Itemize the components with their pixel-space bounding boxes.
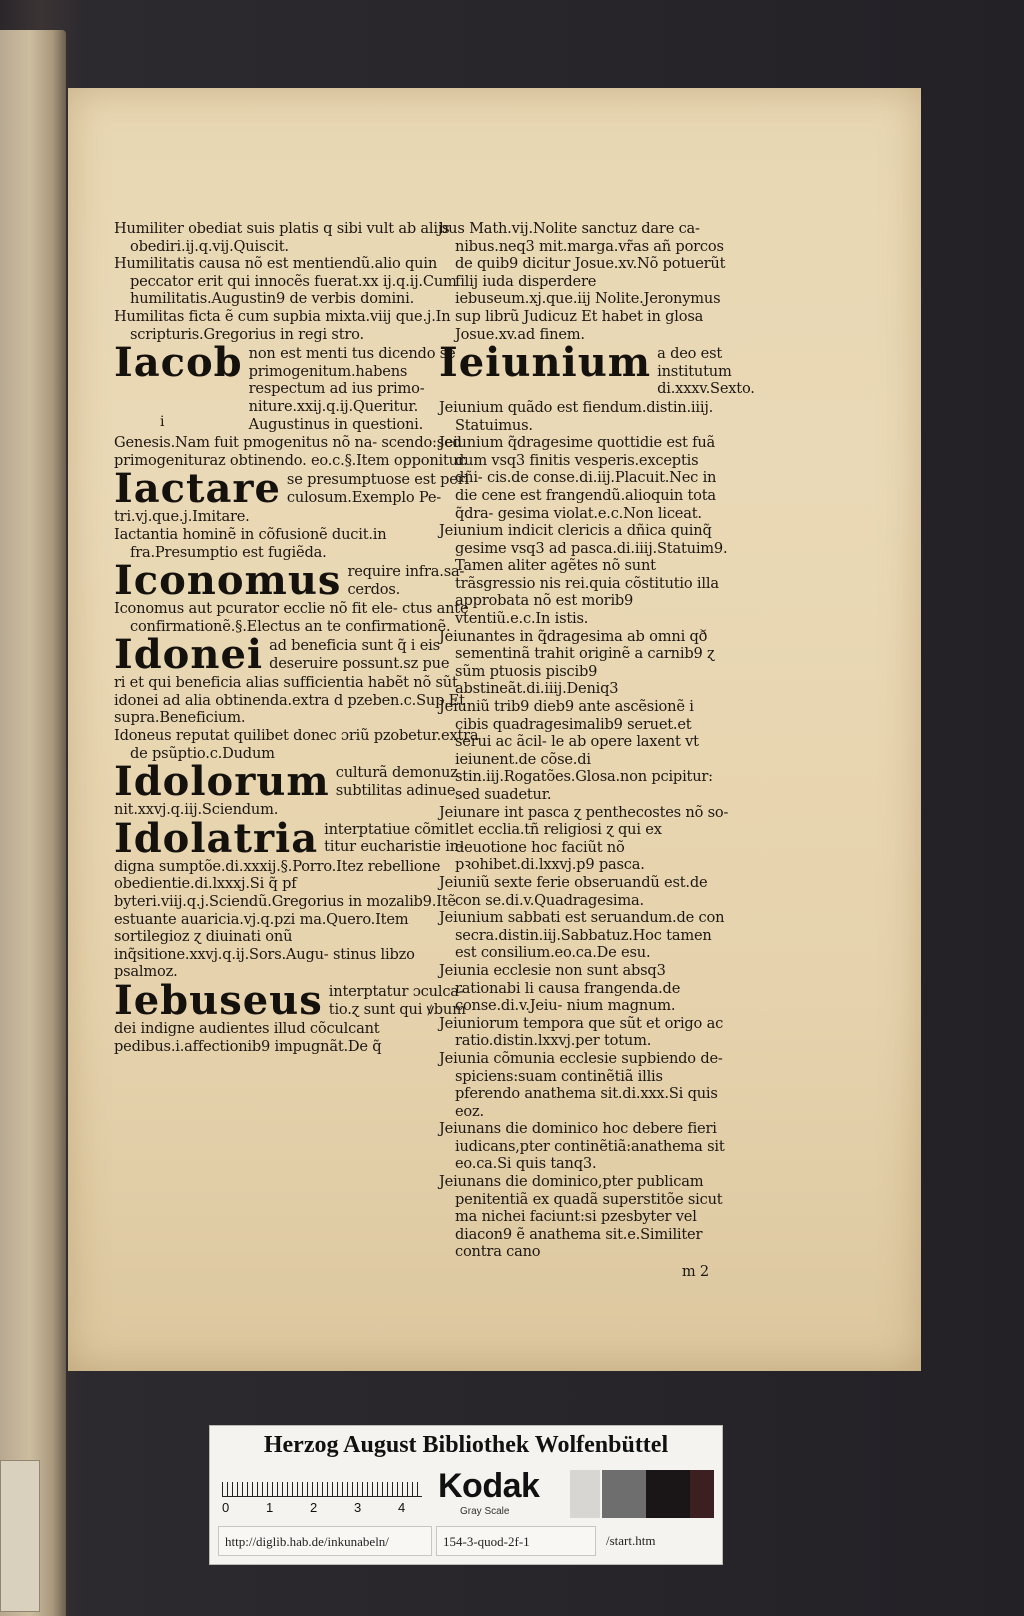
- ruler: [222, 1470, 422, 1497]
- index-entry: Jeiunium sabbati est seruandum.de con secra.distin.iij.Sabbatuz.Hoc tamen est consilium.eo.ca.De esu.: [439, 909, 725, 962]
- gray-swatch-black: [690, 1470, 714, 1518]
- index-entry: Jeiunia ecclesie non sunt absq3 rationabi li causa frangenda.de conse.di.v.Jeiu- nium magnum.: [439, 961, 681, 1015]
- headword-continuation: digna sumptõe.di.xxxij.§.Porro.Itez rebellione obedientie.di.lxxxj.Si q̃ pf byteri.viij.q.j.Sciendũ.Gregorius in mozalib9.Itẽ estuante auaricia.vj.q.pzi ma.Quero.Item sortilegioz ɀ diuinati onũ inq̃sitione.xxvj.q.ij.Sors.Augu- stinus libzo psalmoz.: [114, 857, 456, 981]
- headword: Iacob: [114, 339, 243, 387]
- headword-gloss: culturã demonuz subtilitas adinue: [335, 764, 458, 799]
- index-entry: Jeiuniũ sexte ferie obseruandũ est.de con se.di.v.Quadragesima.: [439, 873, 708, 909]
- right-text-column: [439, 220, 755, 1281]
- index-entry: Jeiunium quãdo est fiendum.distin.iiij. Statuimus.: [439, 398, 714, 434]
- color-target-strip: [210, 1426, 722, 1564]
- index-entry: Jeiunans die dominico,pter publicam penitentiã ex quadã superstitõe sicut ma nichei faciunt:si pzesbyter vel diacon9 ẽ anathema sit.e.Similiter contra cano: [439, 1173, 723, 1261]
- index-entry: Humiliter obediat suis platis q sibi vult ab alijs obediri.ij.q.vij.Quiscit.: [114, 220, 450, 255]
- headword-continuation: dei indigne audientes illud cõculcant pedibus.i.affectionib9 impugnãt.De q̃: [114, 1020, 382, 1055]
- ruler-number: 0: [222, 1500, 230, 1515]
- index-entry: Iconomus aut pcurator ecclie nõ fit ele- ctus ante confirmationẽ.§.Electus an te confirmationẽ.: [114, 600, 469, 635]
- url-label: http://diglib.hab.de/inkunabeln/: [218, 1526, 432, 1556]
- headword-gloss: ad beneficia sunt q̃ i eis deseruire possunt.sz pue: [269, 637, 450, 672]
- gray-swatch-dark: [646, 1470, 690, 1518]
- headword-continuation: tri.vj.que.j.Imitare.: [114, 508, 250, 526]
- headword-continuation: nit.xxvj.q.iij.Sciendum.: [114, 801, 279, 819]
- headword: Ieiunium: [439, 339, 652, 387]
- facing-page-edge: [0, 30, 66, 1616]
- headword-continuation: Genesis.Nam fuit pmogenitus nõ na- scendo:sed primogenituraz obtinendo. eo.c.§.Item opponitur.: [114, 434, 468, 469]
- index-heading-entry: [114, 977, 482, 1055]
- url-suffix: /start.htm: [606, 1533, 656, 1548]
- spine-label: [0, 1460, 40, 1612]
- ruler-number: 2: [310, 1500, 318, 1515]
- library-name: Herzog August Bibliothek Wolfenbüttel: [263, 1432, 669, 1458]
- index-entry: Jeiuniorum tempora que sũt et origo ac ratio.distin.lxxvj.per totum.: [439, 1014, 724, 1050]
- index-entry: Jeiuniũ trib9 dieb9 ante ascẽsionẽ i cibis quadragesimalib9 seruet.et serui ac ãcil- le ab opere laxent vt ieiunent.de cõse.di stin.iij.Rogatões.Glosa.non pcipitur: sed suadetur.: [439, 698, 713, 803]
- headword: Iebuseus: [114, 977, 323, 1024]
- headword-gloss: a deo est institutum di.xxxv.Sexto.: [657, 345, 755, 398]
- index-heading-entry: [114, 814, 482, 981]
- signature-mark: m 2: [681, 1263, 709, 1281]
- headword-gloss: require infra.sa- cerdos.: [347, 563, 465, 598]
- index-entry: Humilitas ficta ẽ cum supbia mixta.viij que.j.In scripturis.Gregorius in regi stro.: [114, 307, 451, 343]
- headword: Iactare: [114, 465, 281, 513]
- shelfmark-label: 154-3-quod-2f-1: [436, 1526, 596, 1556]
- headword-continuation: ri et qui beneficia alias sufficientia habẽt nõ sũt idonei ad alia obtinenda.extra d pzeben.c.Sup.Et supra.Beneficium.: [114, 674, 465, 727]
- headword: Idolatria: [114, 814, 319, 862]
- index-entry: bus Math.vij.Nolite sanctuz dare ca- nibus.neq3 mit.marga.vr̃as añ porcos de quib9 dicitur Josue.xv.Nõ potuerũt filij iuda disperdere iebuseum.xj.que.iij Nolite.Jeronymus sup librũ Judicuz Et habet in glosa Josue.xv.ad finem.: [439, 220, 726, 343]
- headword-gloss: interptatiue cõmit titur eucharistie in-: [324, 820, 464, 856]
- headword-gloss: interptatur ɔculca- tio.ɀ sunt qui ꝟbum: [328, 983, 466, 1018]
- index-heading-entry: [114, 339, 482, 469]
- ruler-number: 4: [398, 1500, 406, 1515]
- headword: Iconomus: [114, 557, 342, 605]
- headword: Idolorum: [114, 758, 330, 806]
- gray-swatch-mid: [602, 1470, 646, 1518]
- book-page: [68, 88, 921, 1371]
- index-heading-entry: [114, 631, 482, 727]
- index-entry: Jeiunium q̃dragesime quottidie est fuã dum vsq3 finitis vesperis.exceptis dñi- cis.de conse.di.iij.Placuit.Nec in die cene est frangendũ.alioquin tota q̃dra- gesima violat.e.c.Non liceat.: [439, 434, 717, 522]
- gray-scale-label: Gray Scale: [460, 1506, 510, 1517]
- headword-gloss: se presumptuose est peri culosum.Exemplo Pe-: [286, 471, 469, 506]
- index-entry: Jeiunare int pasca ɀ penthecostes nõ so- let ecclia.tñ religiosi ɀ qui ex deuotione hoc faciũt nõ pꝛohibet.di.lxxvj.p9 pasca.: [439, 803, 729, 874]
- index-heading-entry: [114, 465, 482, 526]
- index-entry: Idoneus reputat quilibet donec ɔriũ pzobetur.extra de psũptio.c.Dudum: [114, 727, 479, 762]
- gray-swatch-light: [570, 1470, 600, 1518]
- index-heading-entry: [439, 339, 755, 398]
- index-entry: Jeiunium indicit clericis a dñica quinq̃ gesime vsq3 ad pasca.di.iiij.Statuim9. Tamen aliter agẽtes nõ sunt trãsgressio nis rei.quia cõstitutio illa approbata nõ est morib9 vtentiũ.e.c.In istis.: [439, 522, 728, 628]
- index-entry: Jeiunans die dominico hoc debere fieri iudicans,pter continẽtiã:anathema sit eo.ca.Si quis tanq3.: [439, 1120, 725, 1173]
- index-entry: Humilitatis causa nõ est mentiendũ.alio quin peccator erit qui innocẽs fuerat.xx ij.q.ij.Cum humilitatis.Augustin9 de verbis domini.: [114, 255, 457, 308]
- ruler-number: 1: [266, 1500, 274, 1515]
- index-heading-entry: [114, 758, 482, 819]
- headword-gloss: non est menti tus dicendo se primogenitum.habens respectum ad ius primo- niture.xxij.q.ij.Queritur. Augustinus in questioni.: [248, 345, 456, 433]
- kodak-logo: Kodak: [438, 1467, 540, 1505]
- margin-mark: i: [160, 414, 165, 430]
- index-entry: Iactantia hominẽ in cõfusionẽ ducit.in fra.Presumptio est fugiẽda.: [114, 525, 387, 561]
- index-entry: Jeiunantes in q̃dragesima ab omni qð sementinã trahit originẽ a carnib9 ɀ sũm ptuosis piscib9 abstineãt.di.iiij.Deniq3: [439, 627, 715, 698]
- left-text-column: [114, 220, 482, 1055]
- headword: Idonei: [114, 631, 264, 679]
- ruler-number: 3: [354, 1500, 362, 1515]
- index-entry: Jeiunia cõmunia ecclesie supbiendo de- spiciens:suam continẽtiã illis pferendo anathema sit.di.xxx.Si quis eoz.: [439, 1049, 723, 1120]
- index-heading-entry: [114, 557, 482, 605]
